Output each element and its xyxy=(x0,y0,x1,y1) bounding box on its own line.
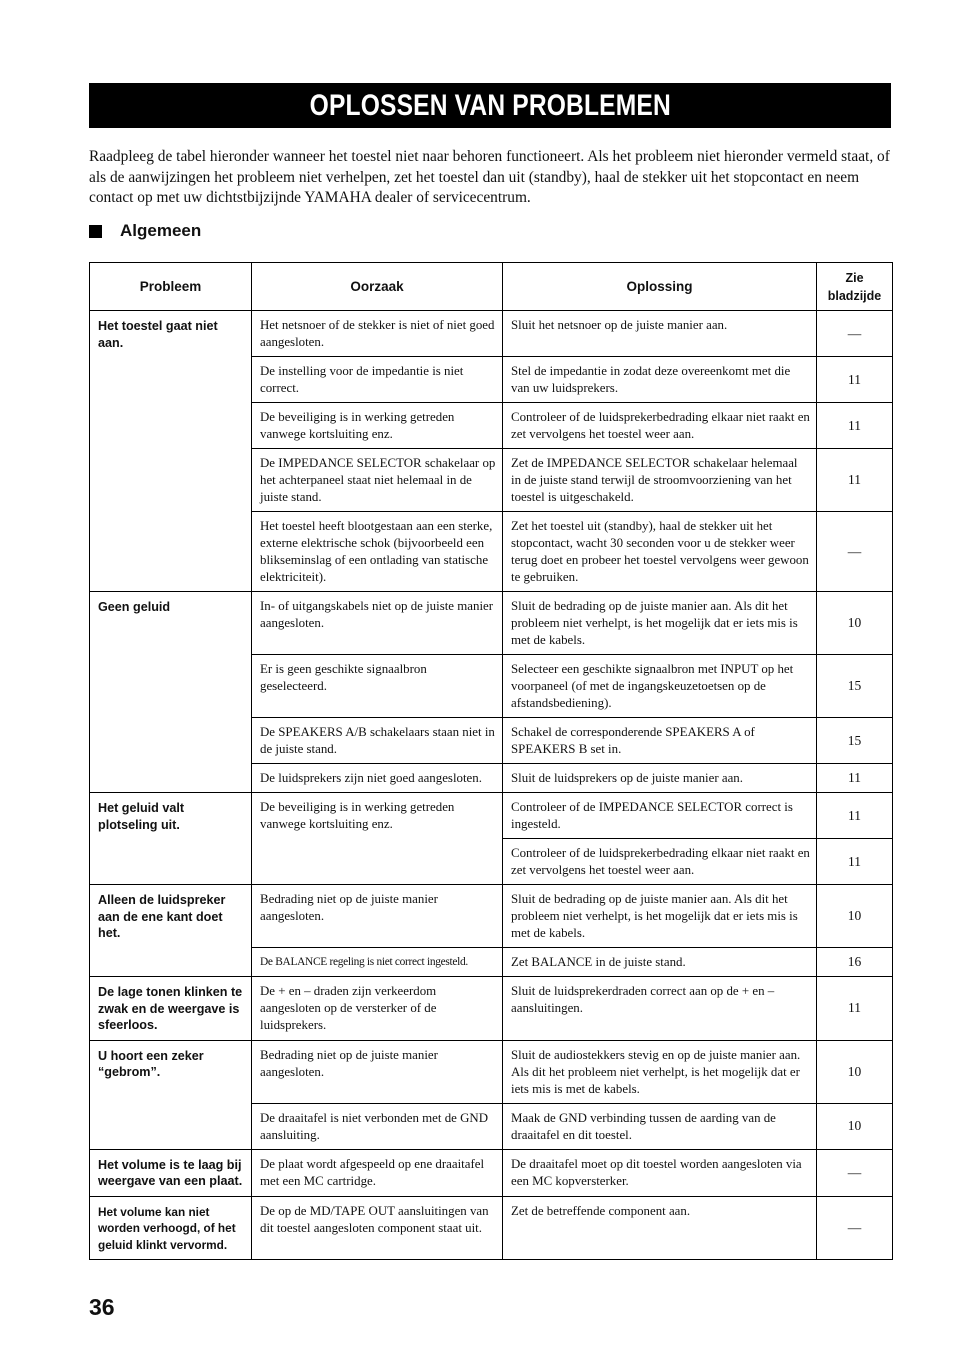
cause-cell: Het netsnoer of de stekker is niet of niet goed aangesloten. xyxy=(252,311,503,357)
cause-cell: De instelling voor de impedantie is niet correct. xyxy=(252,357,503,403)
page-ref-cell: 10 xyxy=(817,1103,893,1149)
table-row xyxy=(90,977,893,1041)
problem-cell: Geen geluid xyxy=(90,592,252,793)
problem-cell: U hoort een zeker “gebrom”. xyxy=(90,1040,252,1149)
page-ref-cell: — xyxy=(817,1196,893,1260)
table-row xyxy=(90,885,893,948)
section-heading-text: Algemeen xyxy=(120,221,202,240)
cause-cell: De BALANCE regeling is niet correct ingesteld. xyxy=(252,948,503,977)
cause-cell: De beveiliging is in werking getreden vanwege kortsluiting enz. xyxy=(252,793,503,885)
cause-cell: Bedrading niet op de juiste manier aangesloten. xyxy=(252,1040,503,1103)
table-row xyxy=(90,592,893,655)
cause-cell: De plaat wordt afgespeeld op ene draaitafel met een MC cartridge. xyxy=(252,1149,503,1196)
solution-cell: Controleer of de luidsprekerbedrading elkaar niet raakt en zet vervolgens het toestel weer aan. xyxy=(503,403,817,449)
cause-cell: De beveiliging is in werking getreden vanwege kortsluiting enz. xyxy=(252,403,503,449)
solution-cell: De draaitafel moet op dit toestel worden aangesloten via een MC kopversterker. xyxy=(503,1149,817,1196)
problem-cell: Het volume kan niet worden verhoogd, of het geluid klinkt vervormd. xyxy=(90,1196,252,1260)
page-ref-cell: 11 xyxy=(817,403,893,449)
cause-cell: De + en – draden zijn verkeerdom aangesloten op de versterker of de luidsprekers. xyxy=(252,977,503,1041)
intro-paragraph: Raadpleeg de tabel hieronder wanneer het toestel niet naar behoren functioneert. Als het probleem niet hieronder vermeld staat, of als de aanwijzingen het probleem niet verhelpen, zet het toestel dan uit (standby), haal de stekker uit het stopcontact en neem contact op met uw dichtstbijzijnde YAMAHA dealer of servicecentrum. xyxy=(89,148,890,206)
cause-cell: Er is geen geschikte signaalbron geselecteerd. xyxy=(252,655,503,718)
solution-cell: Maak de GND verbinding tussen de aarding van de draaitafel en dit toestel. xyxy=(503,1103,817,1149)
page-title-text: OPLOSSEN VAN PROBLEMEN xyxy=(309,89,671,122)
square-bullet-icon xyxy=(89,225,102,238)
header-problem: Probleem xyxy=(90,263,252,311)
solution-cell: Zet de betreffende component aan. xyxy=(503,1196,817,1260)
page-ref-cell: 10 xyxy=(817,1040,893,1103)
solution-cell: Controleer of de luidsprekerbedrading elkaar niet raakt en zet vervolgens het toestel weer aan. xyxy=(503,839,817,885)
solution-cell: Zet BALANCE in de juiste stand. xyxy=(503,948,817,977)
table-row xyxy=(90,1196,893,1260)
cause-cell: De SPEAKERS A/B schakelaars staan niet in de juiste stand. xyxy=(252,718,503,764)
page-ref-cell: — xyxy=(817,512,893,592)
page-ref-cell: 15 xyxy=(817,718,893,764)
table-row xyxy=(90,1040,893,1103)
page-ref-cell: 11 xyxy=(817,793,893,839)
page-ref-cell: 11 xyxy=(817,839,893,885)
solution-cell: Stel de impedantie in zodat deze overeenkomt met die van uw luidsprekers. xyxy=(503,357,817,403)
solution-cell: Controleer of de IMPEDANCE SELECTOR correct is ingesteld. xyxy=(503,793,817,839)
page-ref-cell: 15 xyxy=(817,655,893,718)
problem-cell: Het volume is te laag bij weergave van een plaat. xyxy=(90,1149,252,1196)
page-number: 36 xyxy=(89,1294,115,1320)
header-see-page: Zie bladzijde xyxy=(817,263,893,311)
page-ref-cell: 11 xyxy=(817,357,893,403)
page-ref-cell: 11 xyxy=(817,977,893,1041)
table-row xyxy=(90,1149,893,1196)
solution-cell: Sluit de luidsprekerdraden correct aan op de + en – aansluitingen. xyxy=(503,977,817,1041)
troubleshooting-table xyxy=(89,262,893,1260)
solution-cell: Zet de IMPEDANCE SELECTOR schakelaar helemaal in de juiste stand terwijl de stroomvoorziening van het toestel is uitgeschakeld. xyxy=(503,449,817,512)
problem-cell: Het toestel gaat niet aan. xyxy=(90,311,252,592)
solution-cell: Sluit de bedrading op de juiste manier aan. Als dit het probleem niet verhelpt, is het mogelijk dat er iets mis is met de kabels. xyxy=(503,885,817,948)
section-heading xyxy=(89,219,201,243)
problem-cell: Het geluid valt plotseling uit. xyxy=(90,793,252,885)
page-ref-cell: 10 xyxy=(817,885,893,948)
solution-cell: Schakel de corresponderende SPEAKERS A of SPEAKERS B set in. xyxy=(503,718,817,764)
solution-cell: Sluit de audiostekkers stevig en op de juiste manier aan. Als dit het probleem niet verhelpt, is het mogelijk dat er iets mis is met de kabels. xyxy=(503,1040,817,1103)
header-cause: Oorzaak xyxy=(252,263,503,311)
table-row xyxy=(90,793,893,839)
cause-cell: De op de MD/TAPE OUT aansluitingen van dit toestel aangesloten component staat uit. xyxy=(252,1196,503,1260)
table-header-row xyxy=(90,263,893,311)
page-ref-cell: 11 xyxy=(817,449,893,512)
page-ref-cell: 16 xyxy=(817,948,893,977)
solution-cell: Selecteer een geschikte signaalbron met INPUT op het voorpaneel (of met de ingangskeuzetoetsen op de afstandsbediening). xyxy=(503,655,817,718)
page-title xyxy=(89,83,891,128)
solution-cell: Sluit de luidsprekers op de juiste manier aan. xyxy=(503,764,817,793)
solution-cell: Sluit de bedrading op de juiste manier aan. Als dit het probleem niet verhelpt, is het mogelijk dat er iets mis is met de kabels. xyxy=(503,592,817,655)
cause-cell: Het toestel heeft blootgestaan aan een sterke, externe elektrische schok (bijvoorbeeld een blikseminslag of een ontlading van statische elektriciteit). xyxy=(252,512,503,592)
solution-cell: Zet het toestel uit (standby), haal de stekker uit het stopcontact, wacht 30 seconden voor u de stekker weer terug doet en probeer het toestel vervolgens weer gewoon te gebruiken. xyxy=(503,512,817,592)
problem-cell: Alleen de luidspreker aan de ene kant doet het. xyxy=(90,885,252,977)
page-ref-cell: 11 xyxy=(817,764,893,793)
cause-cell: De draaitafel is niet verbonden met de GND aansluiting. xyxy=(252,1103,503,1149)
cause-cell: De luidsprekers zijn niet goed aangesloten. xyxy=(252,764,503,793)
cause-cell: Bedrading niet op de juiste manier aangesloten. xyxy=(252,885,503,948)
page-ref-cell: — xyxy=(817,1149,893,1196)
table-row xyxy=(90,311,893,357)
solution-cell: Sluit het netsnoer op de juiste manier aan. xyxy=(503,311,817,357)
header-solution: Oplossing xyxy=(503,263,817,311)
problem-cell: De lage tonen klinken te zwak en de weergave is sfeerloos. xyxy=(90,977,252,1041)
cause-cell: In- of uitgangskabels niet op de juiste manier aangesloten. xyxy=(252,592,503,655)
cause-cell: De IMPEDANCE SELECTOR schakelaar op het achterpaneel staat niet helemaal in de juiste stand. xyxy=(252,449,503,512)
page-ref-cell: 10 xyxy=(817,592,893,655)
page-ref-cell: — xyxy=(817,311,893,357)
